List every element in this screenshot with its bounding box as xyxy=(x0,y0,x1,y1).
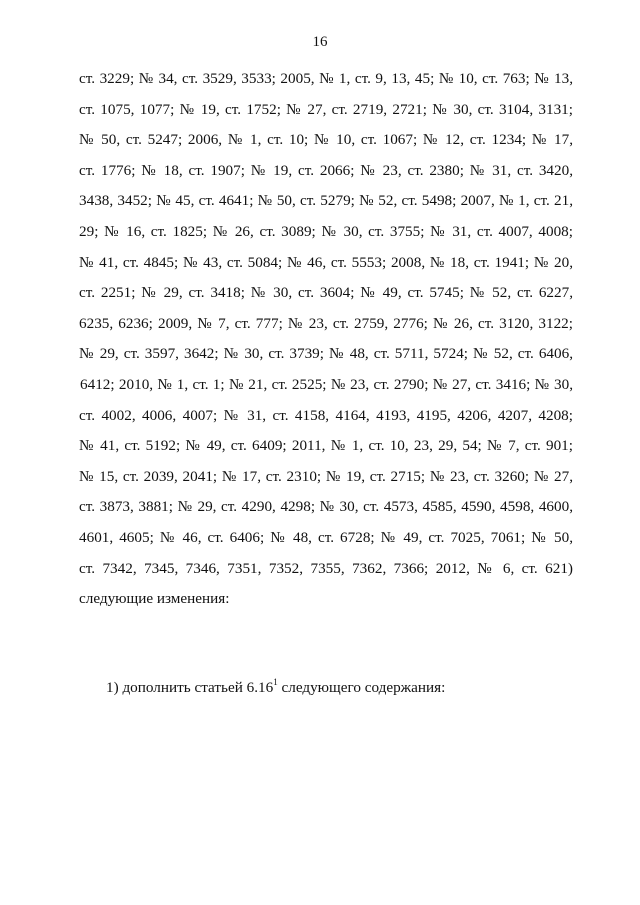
text-line: 29; № 16, ст. 1825; № 26, ст. 3089; № 30, ст. 3755; № 31, ст. 4007, 4008; xyxy=(79,222,573,240)
text-line: 6235, 6236; 2009, № 7, ст. 777; № 23, ст. 2759, 2776; № 26, ст. 3120, 3122; xyxy=(79,314,573,332)
list-item-text-continued: следующего содержания: xyxy=(277,679,446,696)
text-line: ст. 1776; № 18, ст. 1907; № 19, ст. 2066; № 23, ст. 2380; № 31, ст. 3420, xyxy=(79,161,573,179)
text-line: ст. 7342, 7345, 7346, 7351, 7352, 7355, 7362, 7366; 2012, № 6, ст. 621) xyxy=(79,559,573,577)
text-line: № 41, ст. 4845; № 43, ст. 5084; № 46, ст. 5553; 2008, № 18, ст. 1941; № 20, xyxy=(79,253,573,271)
text-line: 6412; 2010, № 1, ст. 1; № 21, ст. 2525; № 23, ст. 2790; № 27, ст. 3416; № 30, xyxy=(80,375,573,393)
list-item xyxy=(106,676,445,700)
text-line: ст. 2251; № 29, ст. 3418; № 30, ст. 3604; № 49, ст. 5745; № 52, ст. 6227, xyxy=(79,284,573,302)
text-line: 3438, 3452; № 45, ст. 4641; № 50, ст. 5279; № 52, ст. 5498; 2007, № 1, ст. 21, xyxy=(79,192,573,210)
text-line: ст. 3229; № 34, ст. 3529, 3533; 2005, № 1, ст. 9, 13, 45; № 10, ст. 763; № 13, xyxy=(79,70,573,87)
text-line: № 41, ст. 5192; № 49, ст. 6409; 2011, № 1, ст. 10, 23, 29, 54; № 7, ст. 901; xyxy=(79,437,573,455)
text-line: следующие изменения: xyxy=(79,590,230,608)
text-line: № 50, ст. 5247; 2006, № 1, ст. 10; № 10, ст. 1067; № 12, ст. 1234; № 17, xyxy=(79,131,573,149)
list-item-text: 1) дополнить статьей 6.16 xyxy=(106,679,274,696)
page-number: 16 xyxy=(312,34,328,50)
text-line: № 15, ст. 2039, 2041; № 17, ст. 2310; № 19, ст. 2715; № 23, ст. 3260; № 27, xyxy=(79,467,573,485)
body-text xyxy=(79,64,573,615)
text-line: 4601, 4605; № 46, ст. 6406; № 48, ст. 6728; № 49, ст. 7025, 7061; № 50, xyxy=(79,528,573,546)
text-line: ст. 4002, 4006, 4007; № 31, ст. 4158, 4164, 4193, 4195, 4206, 4207, 4208; xyxy=(79,406,573,424)
text-line: ст. 3873, 3881; № 29, ст. 4290, 4298; № 30, ст. 4573, 4585, 4590, 4598, 4600, xyxy=(79,498,573,516)
superscript: 1 xyxy=(273,676,278,687)
text-line: ст. 1075, 1077; № 19, ст. 1752; № 27, ст. 2719, 2721; № 30, ст. 3104, 3131; xyxy=(79,100,573,118)
text-line: № 29, ст. 3597, 3642; № 30, ст. 3739; № 48, ст. 5711, 5724; № 52, ст. 6406, xyxy=(79,345,573,363)
